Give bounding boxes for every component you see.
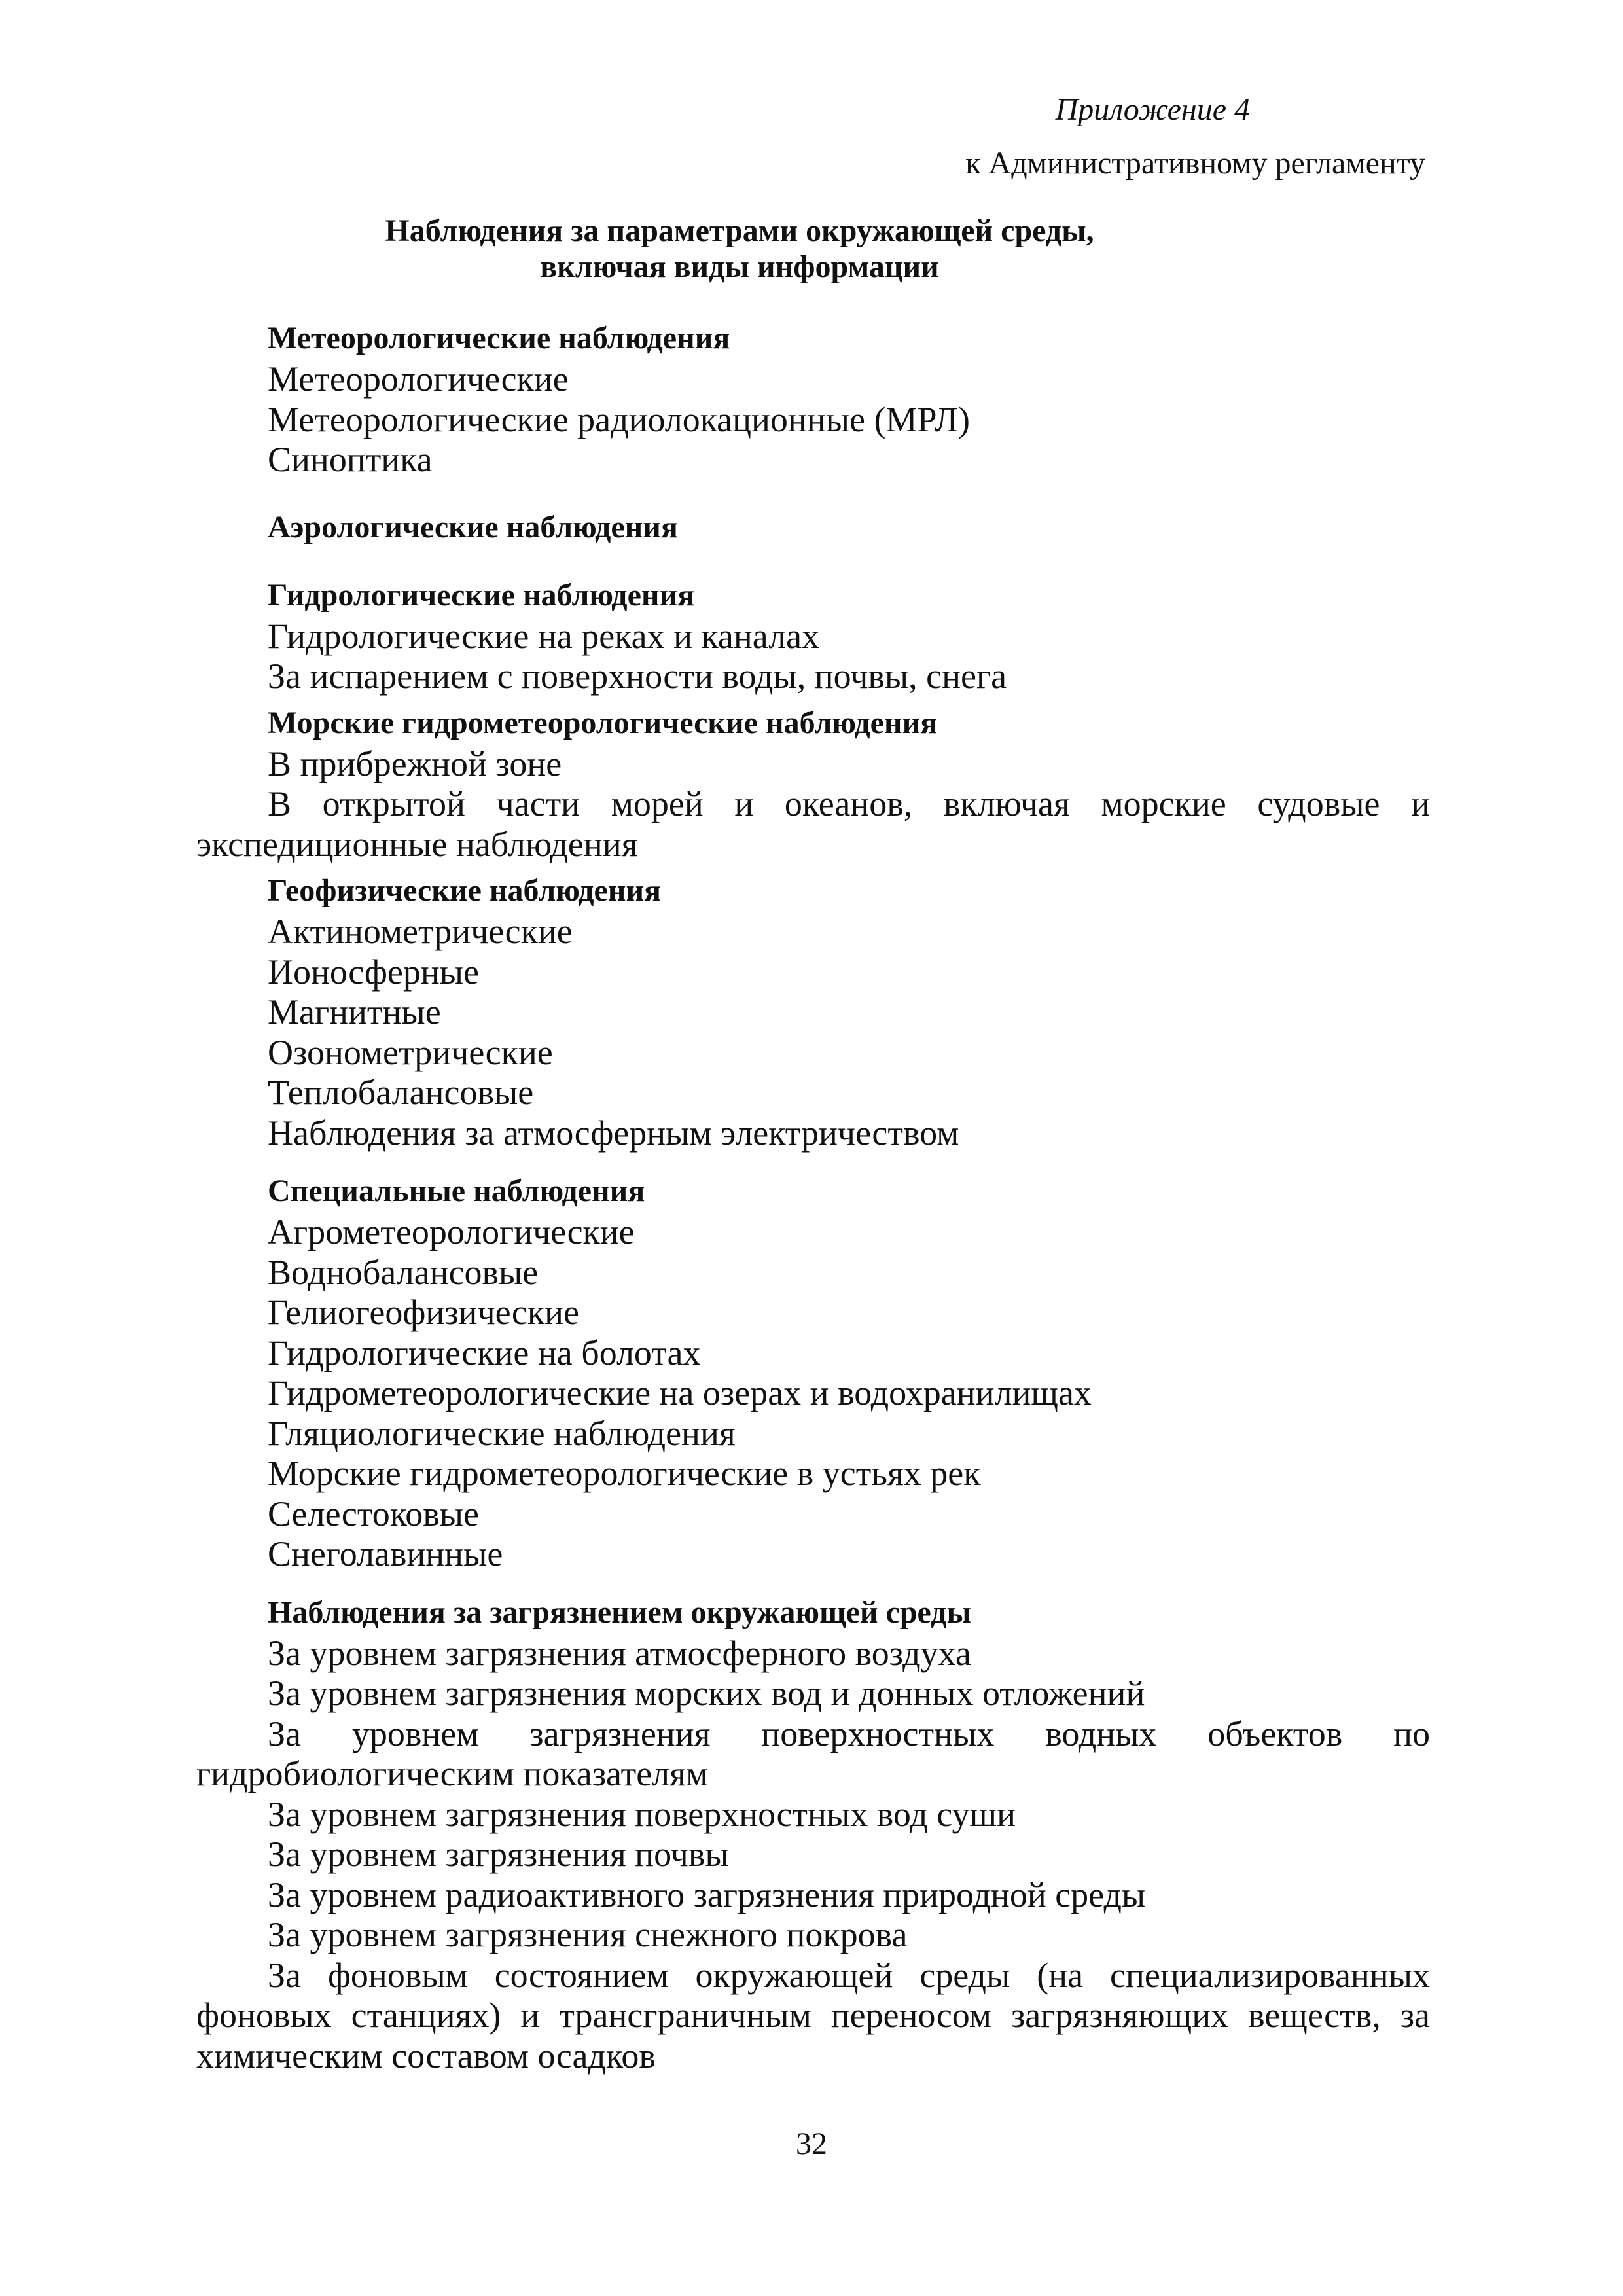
title-line-2: включая виды информации <box>540 249 939 284</box>
section-heading: Гидрологические наблюдения <box>268 577 695 613</box>
list-item: Метеорологические радиолокационные (МРЛ) <box>268 399 971 439</box>
list-item: В прибрежной зоне <box>268 744 562 783</box>
list-item: Метеорологические <box>268 359 569 399</box>
section-geophysical <box>196 870 1430 1153</box>
section-meteorological <box>196 317 1430 480</box>
list-item: Гидрологические на болотах <box>268 1333 701 1372</box>
list-item: Морские гидрометеорологические в устьях рек <box>268 1454 981 1493</box>
list-item: Снеголавинные <box>268 1534 503 1573</box>
list-item: За уровнем загрязнения атмосферного воздуха <box>268 1633 971 1673</box>
section-heading: Морские гидрометеорологические наблюдения <box>268 705 938 740</box>
list-item: Гидрометеорологические на озерах и водохранилищах <box>268 1373 1092 1412</box>
list-item: Теплобалансовые <box>268 1073 534 1112</box>
list-item: Гляциологические наблюдения <box>268 1413 736 1453</box>
page-number: 32 <box>796 2126 827 2161</box>
list-item: За уровнем загрязнения морских вод и донных отложений <box>268 1674 1145 1713</box>
appendix-reference: к Административному регламенту <box>965 146 1425 181</box>
list-item: Синоптика <box>268 440 433 479</box>
section-special <box>196 1170 1430 1575</box>
section-marine <box>196 702 1430 865</box>
list-item: За уровнем загрязнения снежного покрова <box>268 1915 908 1954</box>
list-item: За уровнем загрязнения поверхностных водных объектов по гидробиологическим показателям <box>196 1713 1430 1793</box>
section-hydrological <box>196 575 1430 697</box>
list-item: За уровнем радиоактивного загрязнения природной среды <box>268 1874 1146 1914</box>
list-item: За уровнем загрязнения почвы <box>268 1835 729 1874</box>
list-item: За уровнем загрязнения поверхностных вод суши <box>268 1794 1016 1834</box>
list-item: Воднобалансовые <box>268 1252 539 1292</box>
title-line-1: Наблюдения за параметрами окружающей среды, <box>385 213 1094 248</box>
list-item: Актинометрические <box>268 912 573 951</box>
list-item: Гидрологические на реках и каналах <box>268 616 820 656</box>
list-item: За фоновым состоянием окружающей среды (на специализированных фоновых станциях) и трансграничным переносом загрязняющих веществ, за химическим составом осадков <box>196 1955 1430 2075</box>
list-item: Агрометеорологические <box>268 1212 635 1251</box>
section-heading: Наблюдения за загрязнением окружающей среды <box>268 1594 971 1630</box>
list-item: Гелиогеофизические <box>268 1293 579 1332</box>
list-item: Магнитные <box>268 992 441 1031</box>
observations-list <box>196 317 1430 2076</box>
list-item: В открытой части морей и океанов, включая морские судовые и экспедиционные наблюдения <box>196 784 1430 864</box>
list-item: Наблюдения за атмосферным электричеством <box>268 1113 959 1153</box>
appendix-label: Приложение 4 <box>1055 92 1250 127</box>
section-pollution <box>196 1592 1430 2077</box>
section-heading: Аэрологические наблюдения <box>268 509 678 545</box>
section-heading: Метеорологические наблюдения <box>268 321 730 355</box>
section-heading: Специальные наблюдения <box>268 1174 645 1208</box>
document-title <box>262 213 1217 285</box>
list-item: Озонометрические <box>268 1032 553 1072</box>
list-item: За испарением с поверхности воды, почвы, снега <box>268 656 1007 696</box>
section-aerological <box>196 507 1430 548</box>
section-heading: Геофизические наблюдения <box>268 873 662 908</box>
list-item: Селестоковые <box>268 1494 479 1534</box>
list-item: Ионосферные <box>268 952 479 992</box>
